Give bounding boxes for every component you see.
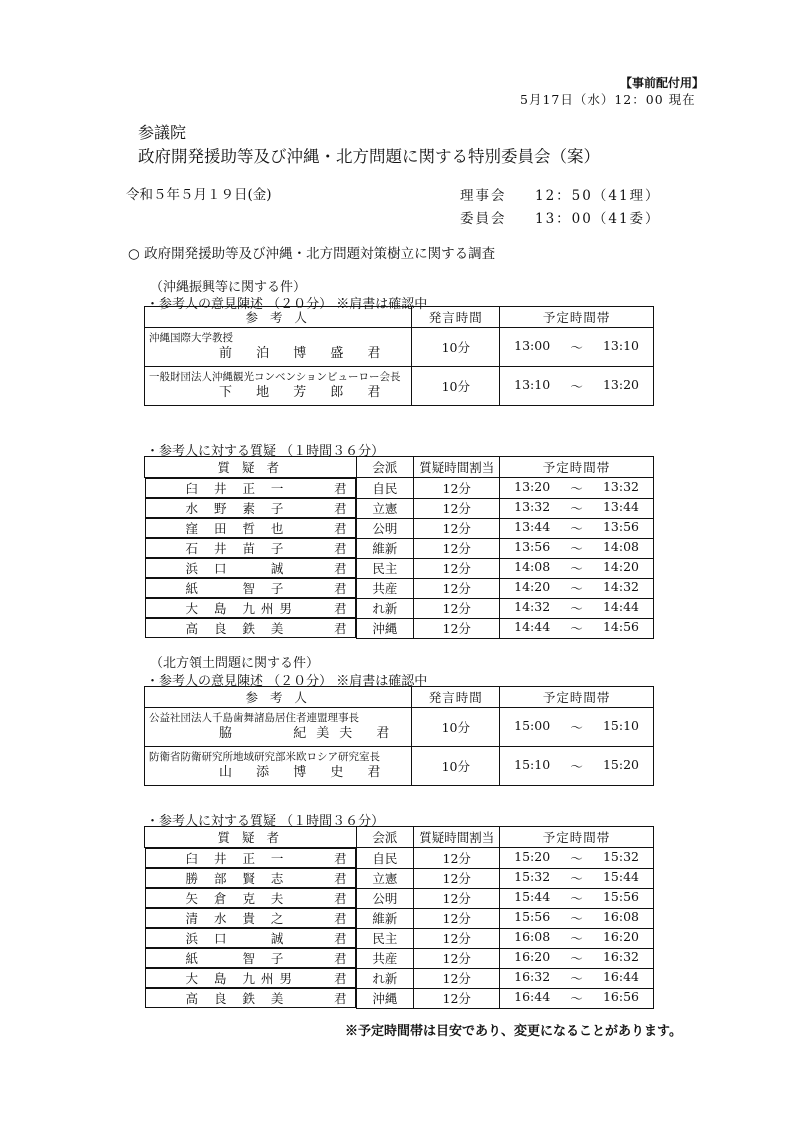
slot-end: 13:20 <box>602 377 639 392</box>
party: 共産 <box>356 578 414 598</box>
time-slot <box>500 928 654 948</box>
time-slot-range <box>504 989 649 1007</box>
slot-tilde: ～ <box>570 720 583 735</box>
questioner-cell <box>145 968 356 988</box>
schedule-time-committee: 13：00（41委） <box>535 211 661 227</box>
questioner-honorific: 君 <box>333 971 347 986</box>
time-slot-range <box>504 849 649 867</box>
questioner-name: 大 島 九州男 <box>185 601 298 616</box>
slot-start: 15:10 <box>514 757 551 772</box>
slot-start: 14:32 <box>514 599 551 614</box>
reference-name-line <box>149 345 407 363</box>
questioner-cell <box>145 948 356 968</box>
questioner-cell <box>145 888 356 908</box>
party: 維新 <box>356 908 414 928</box>
allotted-minutes: 12分 <box>414 478 500 499</box>
slot-start: 13:20 <box>514 478 551 494</box>
slot-start: 15:20 <box>514 848 551 864</box>
questioner-name: 清 水 貴 之 <box>185 911 290 926</box>
allotted-minutes: 12分 <box>414 558 500 578</box>
ref-header-person: 参 考 人 <box>145 687 412 708</box>
slot-tilde: ～ <box>570 991 583 1006</box>
slot-tilde: ～ <box>570 501 583 516</box>
reference-name: 山 添 博 史 <box>219 765 354 780</box>
questioner-cell <box>145 518 356 538</box>
questioner-name: 紙 智 子 <box>185 581 290 596</box>
slot-end: 15:56 <box>602 889 639 904</box>
question-row <box>145 578 654 598</box>
time-slot-range <box>504 718 649 736</box>
time-slot-range <box>504 619 649 637</box>
slot-tilde: ～ <box>570 931 583 946</box>
party: 民主 <box>356 558 414 578</box>
reference-honorific: 君 <box>367 765 391 780</box>
question-row <box>145 888 654 908</box>
party: 維新 <box>356 538 414 558</box>
time-slot <box>500 708 654 747</box>
reference-name: 脇 紀美夫 <box>219 726 363 741</box>
reference-org: 一般財団法人沖縄観光コンベンションビューロー会長 <box>149 371 401 383</box>
q-header-allotted: 質疑時間割当 <box>414 827 500 848</box>
time-slot-range <box>504 499 649 517</box>
meeting-date: 令和５年５月１９日(金) <box>126 187 272 203</box>
questioner-name: 勝 部 賢 志 <box>185 871 290 886</box>
slot-end: 13:44 <box>602 499 639 514</box>
questioner-cell <box>145 578 356 598</box>
slot-end: 16:32 <box>602 949 639 964</box>
ref-header-person: 参 考 人 <box>145 307 412 328</box>
time-slot <box>500 968 654 988</box>
slot-tilde: ～ <box>570 541 583 556</box>
reference-row <box>145 328 654 367</box>
slot-start: 13:00 <box>514 338 551 353</box>
slot-start: 16:32 <box>514 969 551 984</box>
question-row <box>145 498 654 518</box>
time-slot <box>500 367 654 406</box>
slot-end: 14:44 <box>602 599 639 614</box>
reference-honorific: 君 <box>376 726 400 741</box>
slot-tilde: ～ <box>570 871 583 886</box>
questioner-name: 窪 田 哲 也 <box>185 521 290 536</box>
slot-start: 15:56 <box>514 909 551 924</box>
slot-end: 14:56 <box>602 619 639 634</box>
questioner-honorific: 君 <box>333 481 347 496</box>
questioner-cell <box>145 478 356 498</box>
question-row <box>145 928 654 948</box>
section2-statement-header: ・参考人の意見陳述 （２０分） ※肩書は確認中 <box>146 674 428 689</box>
slot-end: 15:20 <box>602 757 639 772</box>
speak-minutes: 10分 <box>412 367 500 406</box>
slot-start: 14:20 <box>514 579 551 594</box>
allotted-minutes: 12分 <box>414 518 500 538</box>
time-slot-range <box>504 559 649 577</box>
q-header-party: 会派 <box>356 457 414 478</box>
slot-end: 14:20 <box>602 559 639 574</box>
questioner-name: 臼 井 正 一 <box>185 851 290 866</box>
question-row <box>145 538 654 558</box>
reference-org: 防衛省防衛研究所地域研究部米欧ロシア研究室長 <box>149 751 380 763</box>
time-slot <box>500 848 654 869</box>
time-slot <box>500 558 654 578</box>
allotted-minutes: 12分 <box>414 848 500 869</box>
party: 公明 <box>356 518 414 538</box>
q-header-slot: 予定時間帯 <box>500 457 654 478</box>
section2-question-header: ・参考人に対する質疑 （１時間３６分） <box>146 814 385 829</box>
q-header-party: 会派 <box>356 827 414 848</box>
question-row <box>145 948 654 968</box>
reference-org: 沖縄国際大学教授 <box>149 332 233 344</box>
reference-name-line <box>149 764 407 782</box>
time-slot <box>500 988 654 1008</box>
party: 立憲 <box>356 868 414 888</box>
questioner-honorific: 君 <box>333 931 347 946</box>
time-slot-range <box>504 757 649 775</box>
time-slot-range <box>504 929 649 947</box>
questioner-honorific: 君 <box>333 541 347 556</box>
time-slot-range <box>504 338 649 356</box>
slot-tilde: ～ <box>570 521 583 536</box>
time-slot <box>500 328 654 367</box>
slot-start: 13:56 <box>514 539 551 554</box>
slot-start: 14:08 <box>514 559 551 574</box>
slot-tilde: ～ <box>570 951 583 966</box>
time-slot-range <box>504 479 649 497</box>
questioner-honorific: 君 <box>333 991 347 1006</box>
q-header-allotted: 質疑時間割当 <box>414 457 500 478</box>
party: れ新 <box>356 968 414 988</box>
ref-header-slot: 予定時間帯 <box>500 687 654 708</box>
ref-header-speak-time: 発言時間 <box>412 687 500 708</box>
time-slot <box>500 478 654 499</box>
party: 共産 <box>356 948 414 968</box>
time-slot <box>500 948 654 968</box>
slot-end: 13:32 <box>602 478 639 494</box>
allotted-minutes: 12分 <box>414 598 500 618</box>
party: 民主 <box>356 928 414 948</box>
slot-end: 15:44 <box>602 869 639 884</box>
allotted-minutes: 12分 <box>414 968 500 988</box>
allotted-minutes: 12分 <box>414 868 500 888</box>
schedule-time-board: 12：50（41理） <box>535 188 661 204</box>
reference-cell <box>145 367 412 406</box>
reference-row <box>145 367 654 406</box>
time-slot <box>500 747 654 786</box>
slot-tilde: ～ <box>570 340 583 355</box>
reference-row <box>145 708 654 747</box>
question-row <box>145 968 654 988</box>
slot-start: 15:00 <box>514 718 551 733</box>
questioner-name: 高 良 鉄 美 <box>185 621 290 636</box>
slot-tilde: ～ <box>570 891 583 906</box>
slot-end: 14:08 <box>602 539 639 554</box>
section2-reference-table <box>144 686 654 786</box>
time-slot <box>500 498 654 518</box>
question-row <box>145 988 654 1008</box>
questioner-name: 大 島 九州男 <box>185 971 298 986</box>
allotted-minutes: 12分 <box>414 988 500 1008</box>
question-row <box>145 478 654 499</box>
slot-start: 16:44 <box>514 989 551 1004</box>
questioner-honorific: 君 <box>333 891 347 906</box>
party: 立憲 <box>356 498 414 518</box>
questioner-honorific: 君 <box>333 521 347 536</box>
reference-name: 下 地 芳 郎 <box>219 385 354 400</box>
time-slot-range <box>504 579 649 597</box>
time-slot-range <box>504 539 649 557</box>
section1-reference-table <box>144 306 654 406</box>
questioner-name: 浜 口 誠 <box>185 931 290 946</box>
question-row <box>145 598 654 618</box>
slot-start: 13:32 <box>514 499 551 514</box>
speak-minutes: 10分 <box>412 708 500 747</box>
questioner-cell <box>145 848 356 868</box>
section1-question-header: ・参考人に対する質疑 （１時間３６分） <box>146 444 385 459</box>
time-slot-range <box>504 377 649 395</box>
ref-header-speak-time: 発言時間 <box>412 307 500 328</box>
slot-tilde: ～ <box>570 480 583 496</box>
questioner-honorific: 君 <box>333 501 347 516</box>
ref-header-slot: 予定時間帯 <box>500 307 654 328</box>
time-slot <box>500 908 654 928</box>
reference-honorific: 君 <box>367 346 391 361</box>
slot-tilde: ～ <box>570 601 583 616</box>
slot-tilde: ～ <box>570 850 583 866</box>
questioner-honorific: 君 <box>333 601 347 616</box>
questioner-honorific: 君 <box>333 871 347 886</box>
slot-end: 15:10 <box>602 718 639 733</box>
question-row <box>145 908 654 928</box>
questioner-name: 水 野 素 子 <box>185 501 290 516</box>
footnote: ※予定時間帯は目安であり、変更になることがあります。 <box>345 1024 682 1039</box>
time-slot <box>500 578 654 598</box>
house-name: 参議院 <box>138 123 187 142</box>
party: 沖縄 <box>356 618 414 638</box>
questioner-honorific: 君 <box>333 561 347 576</box>
allotted-minutes: 12分 <box>414 538 500 558</box>
section1-statement-header: ・参考人の意見陳述 （２０分） ※肩書は確認中 <box>146 297 428 312</box>
question-row <box>145 518 654 538</box>
questioner-cell <box>145 618 356 638</box>
questioner-name: 浜 口 誠 <box>185 561 290 576</box>
slot-tilde: ～ <box>570 561 583 576</box>
slot-start: 16:20 <box>514 949 551 964</box>
slot-end: 16:44 <box>602 969 639 984</box>
time-slot-range <box>504 969 649 987</box>
time-slot <box>500 518 654 538</box>
questioner-name: 石 井 苗 子 <box>185 541 290 556</box>
reference-cell <box>145 747 412 786</box>
party: 自民 <box>356 848 414 869</box>
time-slot <box>500 598 654 618</box>
allotted-minutes: 12分 <box>414 498 500 518</box>
questioner-honorific: 君 <box>333 621 347 636</box>
time-slot-range <box>504 599 649 617</box>
slot-start: 13:44 <box>514 519 551 534</box>
questioner-name: 矢 倉 克 夫 <box>185 891 290 906</box>
slot-end: 13:56 <box>602 519 639 534</box>
speak-minutes: 10分 <box>412 328 500 367</box>
time-slot <box>500 888 654 908</box>
questioner-cell <box>145 558 356 578</box>
questioner-name: 高 良 鉄 美 <box>185 991 290 1006</box>
question-row <box>145 558 654 578</box>
question-row <box>145 848 654 869</box>
questioner-cell <box>145 868 356 888</box>
schedule-label-board: 理事会 <box>460 188 507 204</box>
time-slot-range <box>504 949 649 967</box>
time-slot <box>500 868 654 888</box>
allotted-minutes: 12分 <box>414 578 500 598</box>
time-slot-range <box>504 519 649 537</box>
allotted-minutes: 12分 <box>414 618 500 638</box>
slot-start: 15:32 <box>514 869 551 884</box>
slot-start: 13:10 <box>514 377 551 392</box>
questioner-cell <box>145 928 356 948</box>
questioner-cell <box>145 498 356 518</box>
question-row <box>145 868 654 888</box>
questioner-honorific: 君 <box>333 851 347 866</box>
slot-end: 15:32 <box>602 848 639 864</box>
question-row <box>145 618 654 638</box>
reference-org: 公益社団法人千島歯舞諸島居住者連盟理事長 <box>149 712 359 724</box>
questioner-cell <box>145 908 356 928</box>
questioner-honorific: 君 <box>333 951 347 966</box>
time-slot <box>500 618 654 638</box>
slot-end: 16:08 <box>602 909 639 924</box>
allotted-minutes: 12分 <box>414 888 500 908</box>
questioner-cell <box>145 538 356 558</box>
allotted-minutes: 12分 <box>414 948 500 968</box>
allotted-minutes: 12分 <box>414 908 500 928</box>
slot-tilde: ～ <box>570 911 583 926</box>
time-slot-range <box>504 889 649 907</box>
questioner-cell <box>145 988 356 1008</box>
questioner-name: 紙 智 子 <box>185 951 290 966</box>
reference-name-line <box>149 384 407 402</box>
committee-title: 政府開発援助等及び沖縄・北方問題に関する特別委員会（案） <box>138 147 600 166</box>
allotted-minutes: 12分 <box>414 928 500 948</box>
slot-start: 16:08 <box>514 929 551 944</box>
questioner-cell <box>145 598 356 618</box>
party: 自民 <box>356 478 414 499</box>
questioner-honorific: 君 <box>333 911 347 926</box>
slot-end: 16:56 <box>602 989 639 1004</box>
slot-start: 15:44 <box>514 889 551 904</box>
slot-tilde: ～ <box>570 759 583 774</box>
reference-honorific: 君 <box>367 385 391 400</box>
section2-question-table <box>144 826 654 1009</box>
party: れ新 <box>356 598 414 618</box>
slot-start: 14:44 <box>514 619 551 634</box>
status-timestamp: 5月17日（水）12：00 現在 <box>520 92 696 107</box>
slot-end: 13:10 <box>602 338 639 353</box>
speak-minutes: 10分 <box>412 747 500 786</box>
schedule-label-committee: 委員会 <box>460 211 507 227</box>
reference-cell <box>145 328 412 367</box>
time-slot-range <box>504 869 649 887</box>
q-header-questioner: 質 疑 者 <box>145 457 357 478</box>
agenda-item: ○ 政府開発援助等及び沖縄・北方問題対策樹立に関する調査 <box>128 246 496 262</box>
slot-tilde: ～ <box>570 581 583 596</box>
questioner-honorific: 君 <box>333 581 347 596</box>
time-slot-range <box>504 909 649 927</box>
questioner-name: 臼 井 正 一 <box>185 481 290 496</box>
party: 沖縄 <box>356 988 414 1008</box>
reference-name: 前 泊 博 盛 <box>219 346 354 361</box>
reference-cell <box>145 708 412 747</box>
slot-end: 16:20 <box>602 929 639 944</box>
reference-row <box>145 747 654 786</box>
party: 公明 <box>356 888 414 908</box>
section2-subheader: （北方領土問題に関する件） <box>150 656 320 671</box>
reference-name-line <box>149 725 407 743</box>
time-slot <box>500 538 654 558</box>
slot-tilde: ～ <box>570 379 583 394</box>
section1-subheader: （沖縄振興等に関する件） <box>150 280 307 295</box>
advance-distribution-tag: 【事前配付用】 <box>620 76 705 90</box>
slot-tilde: ～ <box>570 971 583 986</box>
slot-tilde: ～ <box>570 621 583 636</box>
section1-question-table <box>144 456 654 639</box>
slot-end: 14:32 <box>602 579 639 594</box>
q-header-slot: 予定時間帯 <box>500 827 654 848</box>
q-header-questioner: 質 疑 者 <box>145 827 357 848</box>
